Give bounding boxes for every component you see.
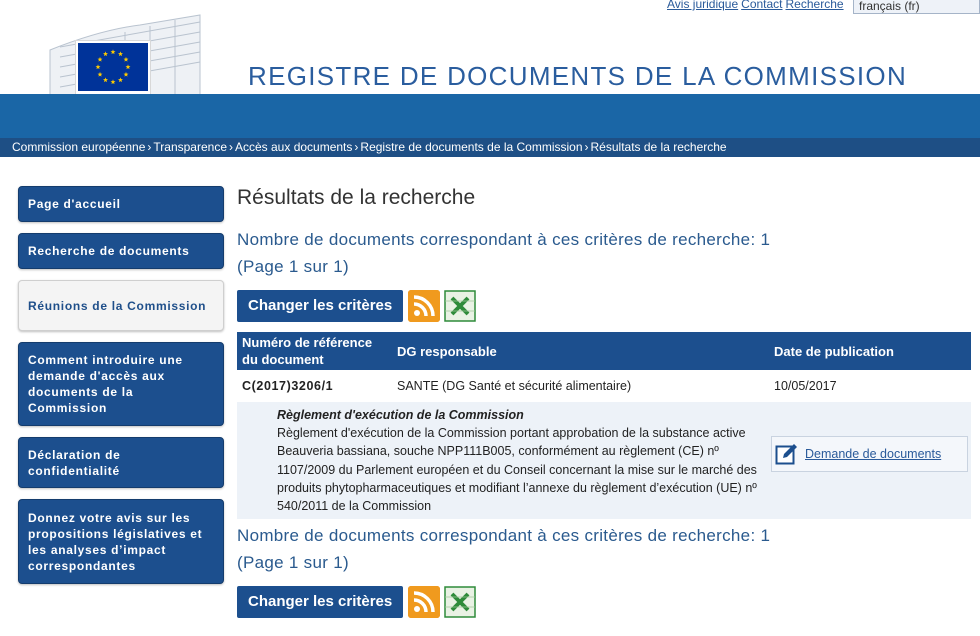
action-row-top	[237, 290, 476, 322]
column-header-dg: DG responsable	[392, 332, 769, 370]
document-description	[237, 402, 769, 519]
language-select[interactable]: français (fr)	[853, 0, 980, 14]
document-summary: Règlement d'exécution de la Commission portant approbation de la substance active Beauveria bassiana, souche NPP111B005, conformément au règlement (CE) nº 1107/2009 du Parlement européen et du Conseil concernant la mise sur le marché des produits phytopharmaceutiques et modifiant l’annexe du règlement d’exécution (UE) nº 540/2011 de la Commission	[277, 426, 757, 514]
sidebar-nav	[18, 186, 224, 595]
sidebar-item-privacy-statement[interactable]: Déclaration de confidentialité	[18, 437, 224, 488]
page-indicator: (Page 1 sur 1)	[237, 257, 349, 276]
column-header-date: Date de publication	[769, 332, 971, 370]
result-count-top	[237, 226, 770, 280]
result-count-bottom	[237, 522, 770, 576]
cell-date: 10/05/2017	[769, 370, 971, 402]
document-type: Règlement d'exécution de la Commission	[277, 408, 524, 422]
breadcrumb-item[interactable]: Accès aux documents	[235, 140, 353, 154]
results-table	[237, 332, 971, 519]
sidebar-item-home[interactable]: Page d'accueil	[18, 186, 224, 222]
excel-export-icon[interactable]	[444, 586, 476, 618]
cell-dg: SANTE (DG Santé et sécurité alimentaire)	[392, 370, 769, 402]
table-row	[237, 370, 971, 402]
search-link[interactable]: Recherche	[785, 0, 844, 11]
breadcrumb-item[interactable]: Transparence	[153, 140, 227, 154]
breadcrumb	[0, 138, 980, 157]
sidebar-item-access-request[interactable]: Comment introduire une demande d'accès aux documents de la Commission	[18, 342, 224, 426]
excel-icon	[444, 290, 476, 322]
breadcrumb-item[interactable]: Registre de documents de la Commission	[360, 140, 583, 154]
sidebar-item-commission-meetings[interactable]: Réunions de la Commission	[18, 280, 224, 331]
column-header-reference: Numéro de référence du document	[237, 332, 392, 370]
sidebar-item-feedback[interactable]: Donnez votre avis sur les propositions législatives et les analyses d’impact correspondantes	[18, 499, 224, 584]
breadcrumb-separator: ›	[147, 140, 152, 154]
cell-request	[769, 402, 971, 519]
breadcrumb-separator: ›	[229, 140, 233, 154]
result-count-text: Nombre de documents correspondant à ces critères de recherche: 1	[237, 526, 771, 545]
sidebar-item-document-search[interactable]: Recherche de documents	[18, 233, 224, 269]
cell-reference[interactable]: C(2017)3206/1	[237, 370, 392, 402]
edit-pencil-icon	[775, 442, 799, 466]
rss-feed-icon[interactable]	[408, 290, 440, 322]
table-header-row	[237, 332, 971, 370]
rss-feed-icon[interactable]	[408, 586, 440, 618]
rss-icon	[408, 586, 440, 618]
cell-description	[237, 402, 769, 519]
change-criteria-button[interactable]: Changer les critères	[237, 586, 403, 618]
request-documents-box[interactable]	[771, 436, 968, 472]
legal-notice-link[interactable]: Avis juridique	[667, 0, 739, 11]
site-title: REGISTRE DE DOCUMENTS DE LA COMMISSION	[248, 61, 908, 91]
excel-icon	[444, 586, 476, 618]
result-count-text: Nombre de documents correspondant à ces critères de recherche: 1	[237, 230, 771, 249]
header-band	[0, 94, 980, 138]
eu-flag-icon	[78, 43, 148, 91]
table-row-detail	[237, 402, 971, 519]
action-row-bottom	[237, 586, 476, 618]
page-indicator: (Page 1 sur 1)	[237, 553, 349, 572]
breadcrumb-separator: ›	[584, 140, 589, 154]
top-links	[667, 0, 847, 11]
contact-link[interactable]: Contact	[741, 0, 783, 11]
breadcrumb-item[interactable]: Commission européenne	[12, 140, 146, 154]
page-title: Résultats de la recherche	[237, 186, 476, 209]
excel-export-icon[interactable]	[444, 290, 476, 322]
change-criteria-button[interactable]: Changer les critères	[237, 290, 403, 322]
breadcrumb-separator: ›	[354, 140, 359, 154]
breadcrumb-current: Résultats de la recherche	[590, 140, 727, 154]
rss-icon	[408, 290, 440, 322]
request-documents-link[interactable]: Demande de documents	[805, 447, 942, 461]
